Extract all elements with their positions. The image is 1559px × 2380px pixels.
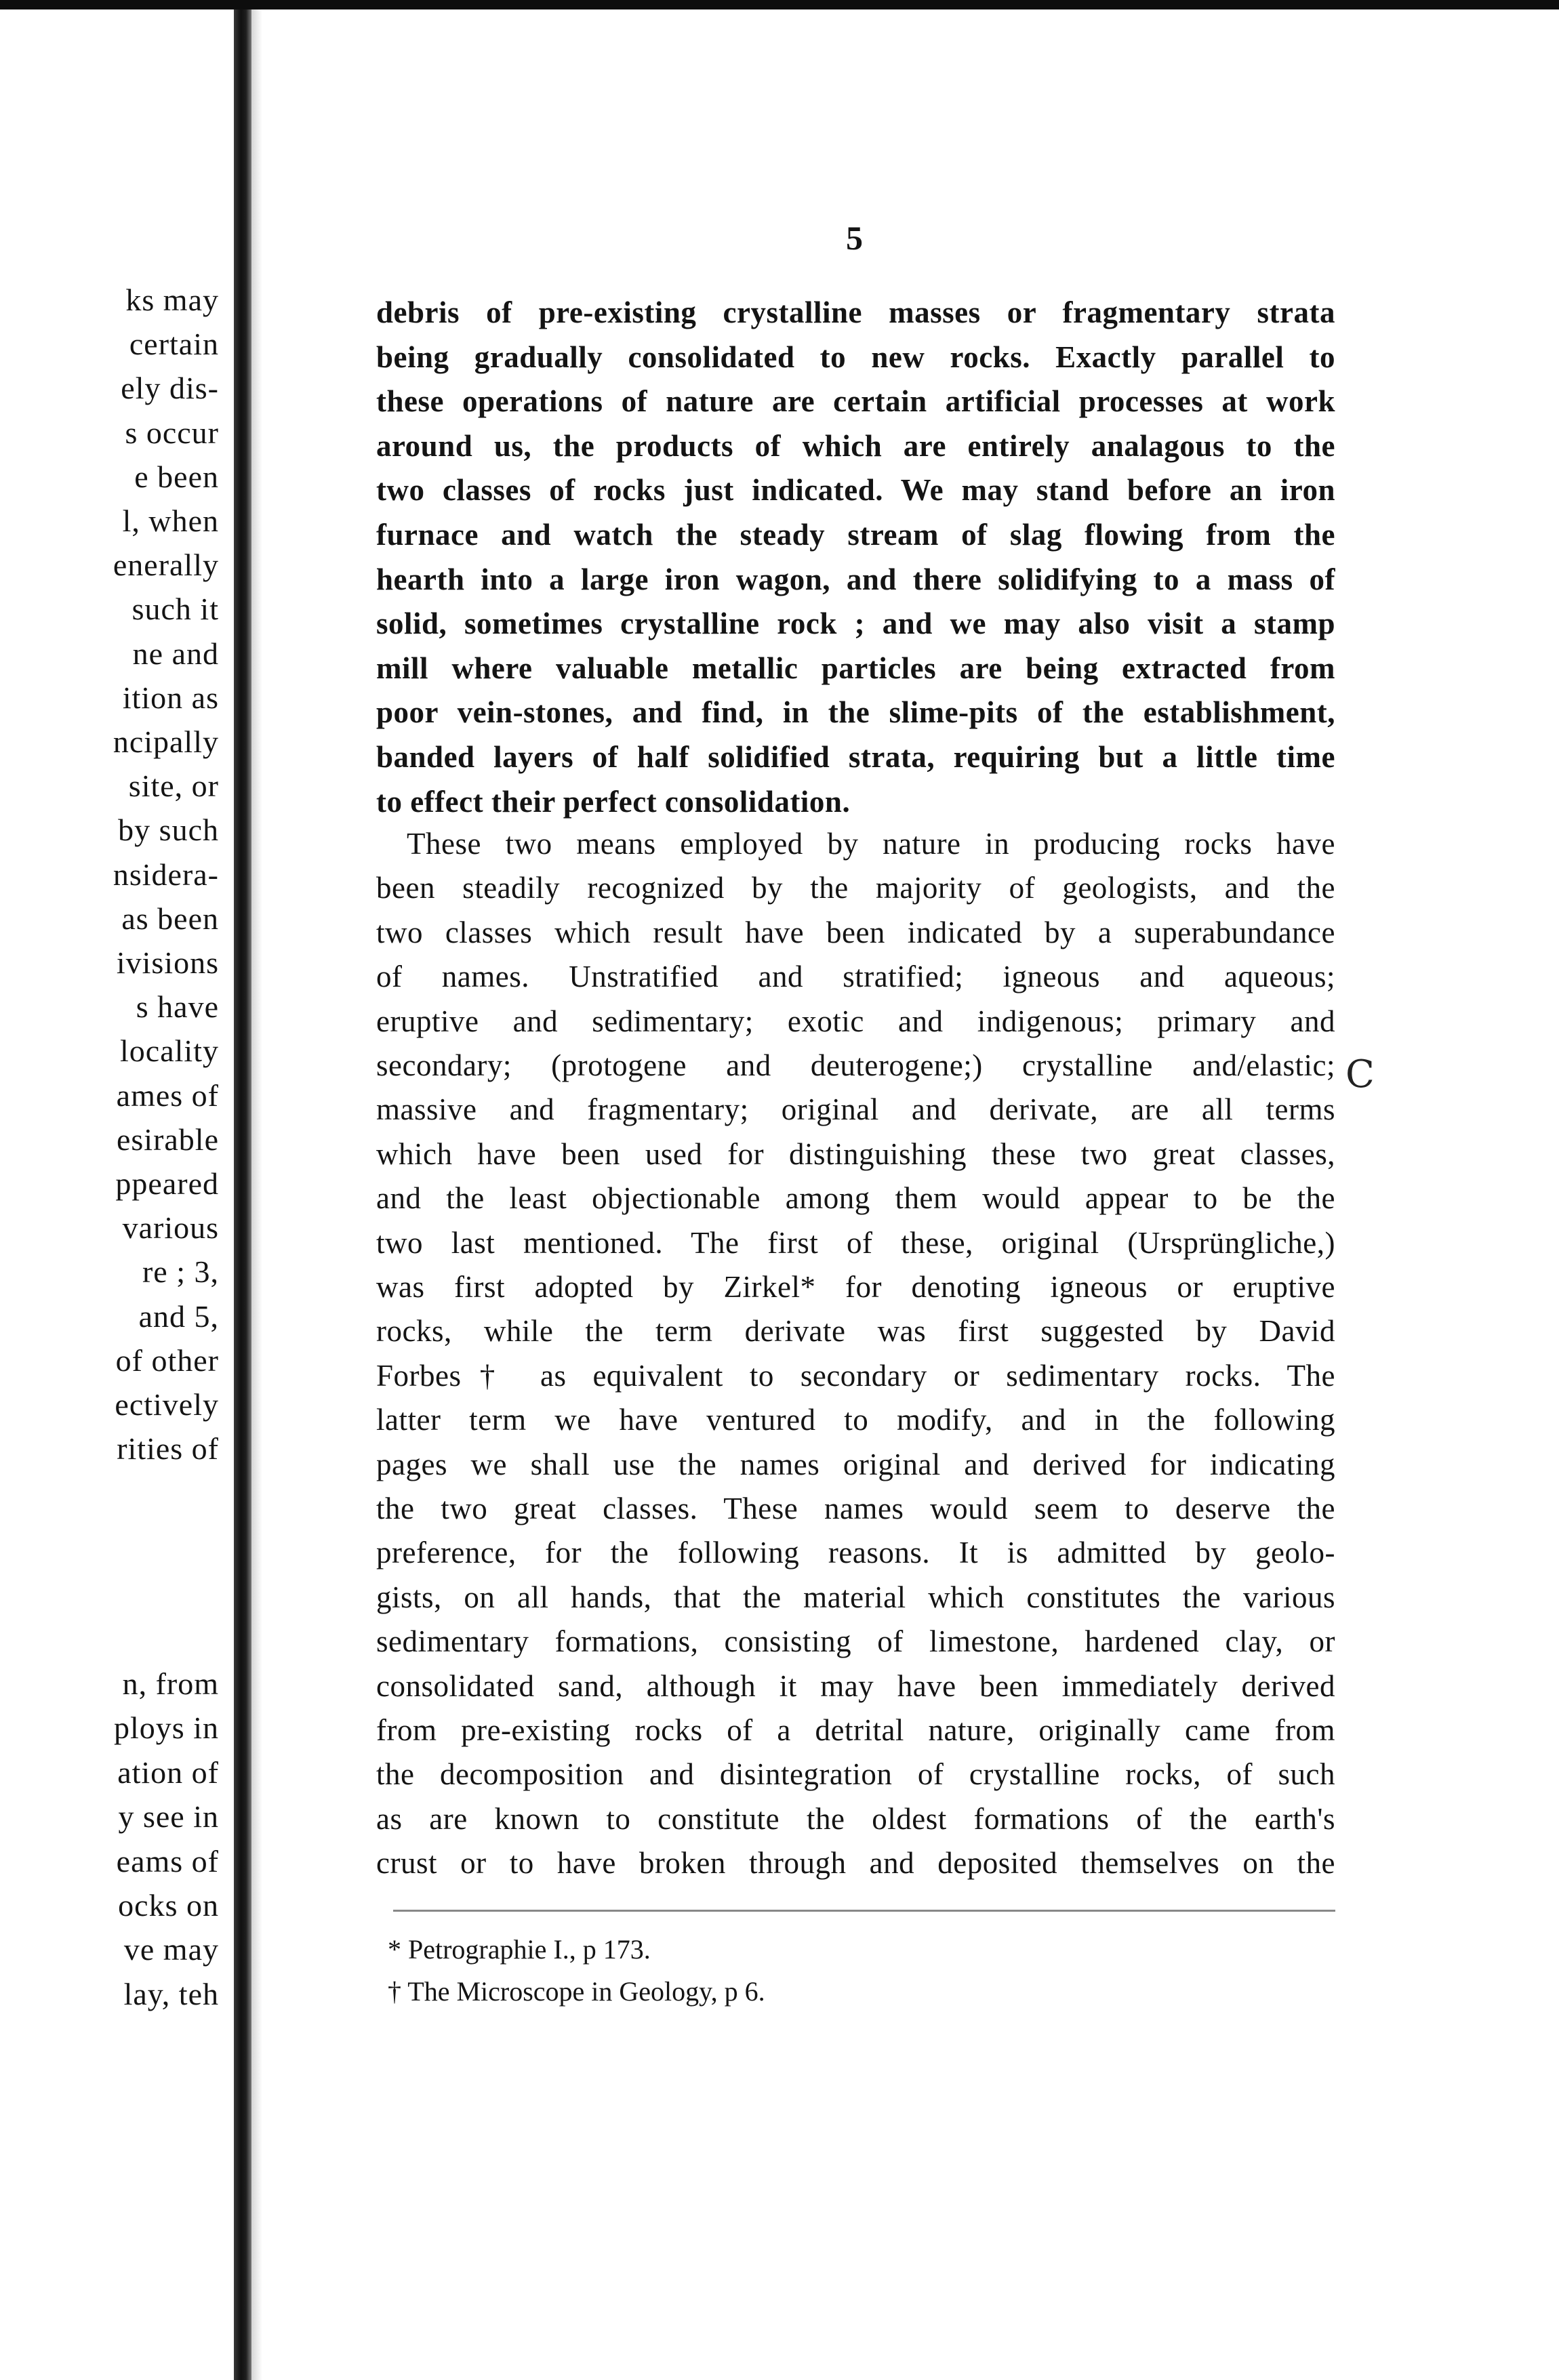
left-page-line: various (122, 1210, 219, 1246)
footnote-1: * Petrographie I., p 173. (388, 1934, 651, 1965)
text-line: poor vein-stones, and find, in the slime-pits of the establishment, (376, 695, 1335, 729)
left-page-line: such it (131, 592, 219, 627)
left-page-line: by such (118, 813, 219, 848)
left-page-line: and 5, (138, 1298, 219, 1334)
text-line: the two great classes. These names would seem to deserve the (376, 1492, 1335, 1525)
text-line: around us, the products of which are entirely analagous to the (376, 429, 1335, 463)
page-number: 5 (846, 219, 863, 257)
left-page-line: site, or (128, 768, 219, 804)
text-line: of names. Unstratified and stratified; igneous and aqueous; (376, 960, 1335, 993)
text-line: secondary; (protogene and deuterogene;) crystalline and/elastic; (376, 1048, 1335, 1082)
left-page-line: nsidera- (113, 857, 219, 892)
text-line: to effect their perfect consolidation. (376, 785, 851, 819)
text-line: solid, sometimes crystalline rock ; and we may also visit a stamp (376, 607, 1335, 640)
left-page-line: rities of (117, 1431, 219, 1466)
text-line: two classes of rocks just indicated. We may stand before an iron (376, 473, 1335, 507)
left-page-line: certain (129, 327, 219, 362)
text-line: and the least objectionable among them would appear to be the (376, 1181, 1335, 1215)
footnote-divider (393, 1910, 1335, 1912)
left-page-line: enerally (113, 548, 219, 583)
text-line: debris of pre-existing crystalline masses or fragmentary strata (376, 295, 1335, 329)
left-page-line: esirable (116, 1122, 219, 1157)
text-line: rocks, while the term derivate was first suggested by David (376, 1314, 1335, 1348)
text-line: crust or to have broken through and deposited themselves on the (376, 1846, 1335, 1880)
text-line: mill where valuable metallic particles are being extracted from (376, 651, 1335, 685)
text-line: which have been used for distinguishing these two great classes, (376, 1137, 1335, 1171)
text-line: massive and fragmentary; original and derivate, are all terms (376, 1092, 1335, 1126)
text-line: latter term we have ventured to modify, and in the following (376, 1403, 1335, 1437)
left-page-line: ploys in (114, 1710, 219, 1746)
left-page-line: ks may (125, 283, 219, 317)
left-page-fragment (0, 9, 234, 2380)
left-page-line: ocks on (118, 1888, 219, 1923)
left-page-line: lay, teh (123, 1976, 219, 2011)
text-line: being gradually consolidated to new rocks. Exactly parallel to (376, 340, 1335, 374)
text-line: consolidated sand, although it may have been immediately derived (376, 1669, 1335, 1703)
left-page-line: ely dis- (121, 371, 219, 406)
left-page-line: ve may (123, 1932, 219, 1967)
left-page-line: locality (120, 1033, 219, 1069)
text-line: been steadily recognized by the majority of geologists, and the (376, 871, 1335, 905)
text-line: two classes which result have been indicated by a superabundance (376, 916, 1335, 949)
text-line: banded layers of half solidified strata, requiring but a little time (376, 740, 1335, 774)
text-line: hearth into a large iron wagon, and there solidifying to a mass of (376, 562, 1335, 596)
left-page-line: ectively (115, 1387, 219, 1422)
left-page-line: l, when (122, 504, 219, 538)
text-line: these operations of nature are certain artificial processes at work (376, 384, 1335, 418)
left-page-line: re ; 3, (142, 1254, 219, 1290)
left-page-line: s have (136, 989, 219, 1025)
left-page-line: ppeared (115, 1166, 219, 1201)
book-gutter-shadow (234, 9, 251, 2380)
text-line: as are known to constitute the oldest formations of the earth's (376, 1802, 1335, 1836)
text-line: from pre-existing rocks of a detrital nature, originally came from (376, 1713, 1335, 1747)
left-page-line: ivisions (116, 945, 219, 980)
text-line: two last mentioned. The first of these, original (Ursprüngliche,) (376, 1226, 1335, 1260)
text-line: was first adopted by Zirkel* for denoting igneous or eruptive (376, 1270, 1335, 1304)
left-page-line: ne and (132, 636, 219, 671)
text-line: preference, for the following reasons. It is admitted by geolo- (376, 1536, 1335, 1569)
left-page-line: of other (115, 1342, 219, 1378)
footnote-2: † The Microscope in Geology, p 6. (388, 1976, 765, 2007)
left-page-line: n, from (122, 1666, 219, 1701)
left-page-line: s occur (125, 415, 219, 450)
text-line: These two means employed by nature in producing rocks have (407, 827, 1335, 861)
text-line: furnace and watch the steady stream of slag flowing from the (376, 518, 1335, 552)
left-page-line: as been (121, 901, 219, 936)
left-page-line: ation of (117, 1755, 219, 1790)
left-page-line: e been (134, 459, 219, 494)
text-line: pages we shall use the names original and derived for indicating (376, 1448, 1335, 1481)
left-page-line: y see in (118, 1799, 219, 1834)
book-gutter-highlight (251, 9, 262, 2380)
left-page-line: ition as (122, 680, 219, 715)
left-page-line: ncipally (113, 724, 219, 759)
text-line: the decomposition and disintegration of crystalline rocks, of such (376, 1757, 1335, 1791)
left-page-line: ames of (116, 1078, 219, 1113)
text-line: sedimentary formations, consisting of limestone, hardened clay, or (376, 1624, 1335, 1658)
text-line: gists, on all hands, that the material which constitutes the various (376, 1580, 1335, 1614)
left-page-line: eams of (116, 1843, 219, 1879)
top-border (0, 0, 1559, 9)
margin-annotation: C (1345, 1052, 1375, 1096)
text-line: eruptive and sedimentary; exotic and indigenous; primary and (376, 1004, 1335, 1038)
text-line: Forbes† as equivalent to secondary or sedimentary rocks. The (376, 1359, 1335, 1393)
